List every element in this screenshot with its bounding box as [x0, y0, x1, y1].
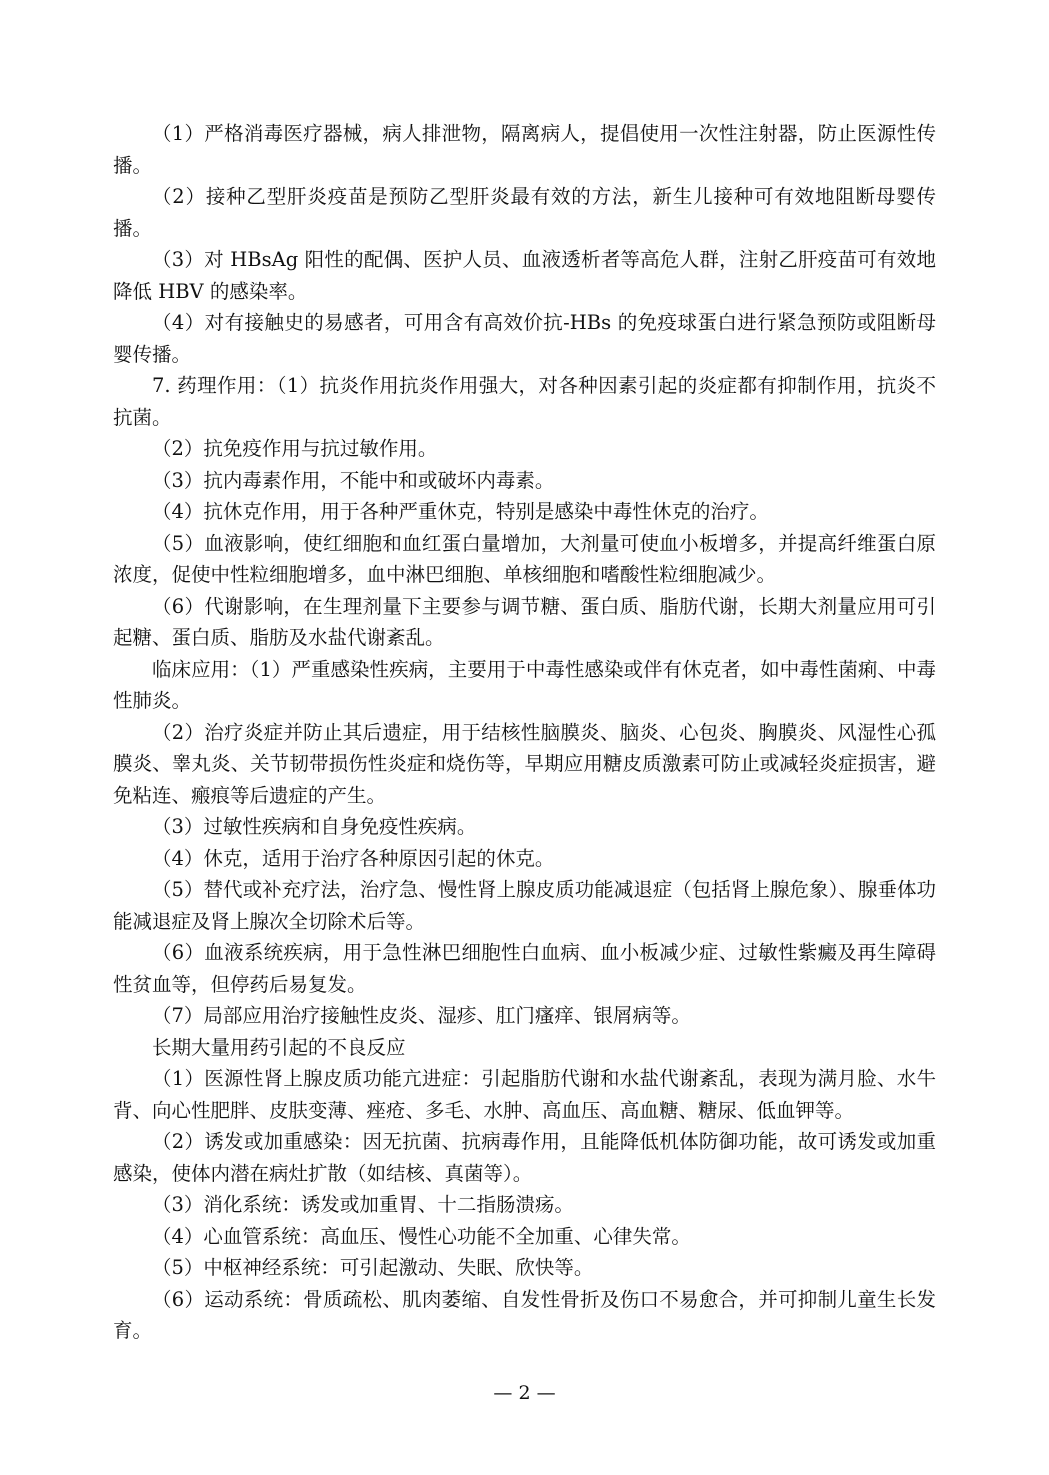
paragraph-6: （2）抗免疫作用与抗过敏作用。: [152, 437, 438, 460]
page-number: — 2 —: [493, 1382, 556, 1404]
paragraph-18: 长期大量用药引起的不良反应: [152, 1035, 406, 1059]
paragraph-15: （5）替代或补充疗法，治疗急、慢性肾上腺皮质功能减退症（包括肾上腺危象）、腺垂体功能减退症及肾上腺次全切除术后等。: [113, 878, 936, 933]
paragraph-17: （7）局部应用治疗接触性皮炎、湿疹、肛门瘙痒、银屑病等。: [152, 1004, 691, 1027]
paragraph-21: （3）消化系统：诱发或加重胃、十二指肠溃疡。: [152, 1193, 574, 1216]
paragraph-12: （2）治疗炎症并防止其后遗症，用于结核性脑膜炎、脑炎、心包炎、胸膜炎、风湿性心孤膜炎、睾丸炎、关节韧带损伤性炎症和烧伤等，早期应用糖皮质激素可防止或减轻炎症损害，避免粘连、瘢痕等后遗症的产生。: [113, 720, 936, 807]
document-body: [113, 118, 936, 1347]
paragraph-19: （1）医源性肾上腺皮质功能亢进症：引起脂肪代谢和水盐代谢紊乱，表现为满月脸、水牛背、向心性肥胖、皮肤变薄、痤疮、多毛、水肿、高血压、高血糖、糖尿、低血钾等。: [113, 1067, 936, 1122]
paragraph-16: （6）血液系统疾病，用于急性淋巴细胞性白血病、血小板减少症、过敏性紫癜及再生障碍性贫血等，但停药后易复发。: [113, 941, 936, 996]
paragraph-22: （4）心血管系统：高血压、慢性心功能不全加重、心律失常。: [152, 1224, 691, 1248]
paragraph-23: （5）中枢神经系统：可引起激动、失眠、欣快等。: [152, 1256, 594, 1279]
paragraph-20: （2）诱发或加重感染：因无抗菌、抗病毒作用，且能降低机体防御功能，故可诱发或加重感染，使体内潜在病灶扩散（如结核、真菌等）。: [113, 1130, 936, 1185]
paragraph-2: （2）接种乙型肝炎疫苗是预防乙型肝炎最有效的方法，新生儿接种可有效地阻断母婴传播。: [113, 185, 936, 240]
paragraph-1: （1）严格消毒医疗器械，病人排泄物，隔离病人，提倡使用一次性注射器，防止医源性传播。: [113, 122, 936, 177]
paragraph-9: （5）血液影响，使红细胞和血红蛋白量增加，大剂量可使血小板增多，并提高纤维蛋白原浓度，促使中性粒细胞增多，血中淋巴细胞、单核细胞和嗜酸性粒细胞减少。: [113, 531, 936, 586]
paragraph-5: 7. 药理作用：（1）抗炎作用抗炎作用强大，对各种因素引起的炎症都有抑制作用，抗炎不抗菌。: [113, 374, 936, 429]
paragraph-8: （4）抗休克作用，用于各种严重休克，特别是感染中毒性休克的治疗。: [152, 500, 769, 523]
paragraph-11: 临床应用：（1）严重感染性疾病，主要用于中毒性感染或伴有休克者，如中毒性菌痢、中毒性肺炎。: [113, 657, 936, 712]
paragraph-7: （3）抗内毒素作用，不能中和或破坏内毒素。: [152, 468, 555, 492]
paragraph-3: （3）对 HBsAg 阳性的配偶、医护人员、血液透析者等高危人群，注射乙肝疫苗可有效地降低 HBV 的感染率。: [113, 248, 936, 303]
paragraph-10: （6）代谢影响，在生理剂量下主要参与调节糖、蛋白质、脂肪代谢，长期大剂量应用可引起糖、蛋白质、脂肪及水盐代谢紊乱。: [113, 594, 936, 649]
paragraph-4: （4）对有接触史的易感者，可用含有高效价抗-HBs 的免疫球蛋白进行紧急预防或阻断母婴传播。: [113, 311, 936, 366]
paragraph-24: （6）运动系统：骨质疏松、肌肉萎缩、自发性骨折及伤口不易愈合，并可抑制儿童生长发育。: [113, 1287, 936, 1342]
paragraph-13: （3）过敏性疾病和自身免疫性疾病。: [152, 815, 477, 838]
paragraph-14: （4）休克，适用于治疗各种原因引起的休克。: [152, 846, 555, 870]
